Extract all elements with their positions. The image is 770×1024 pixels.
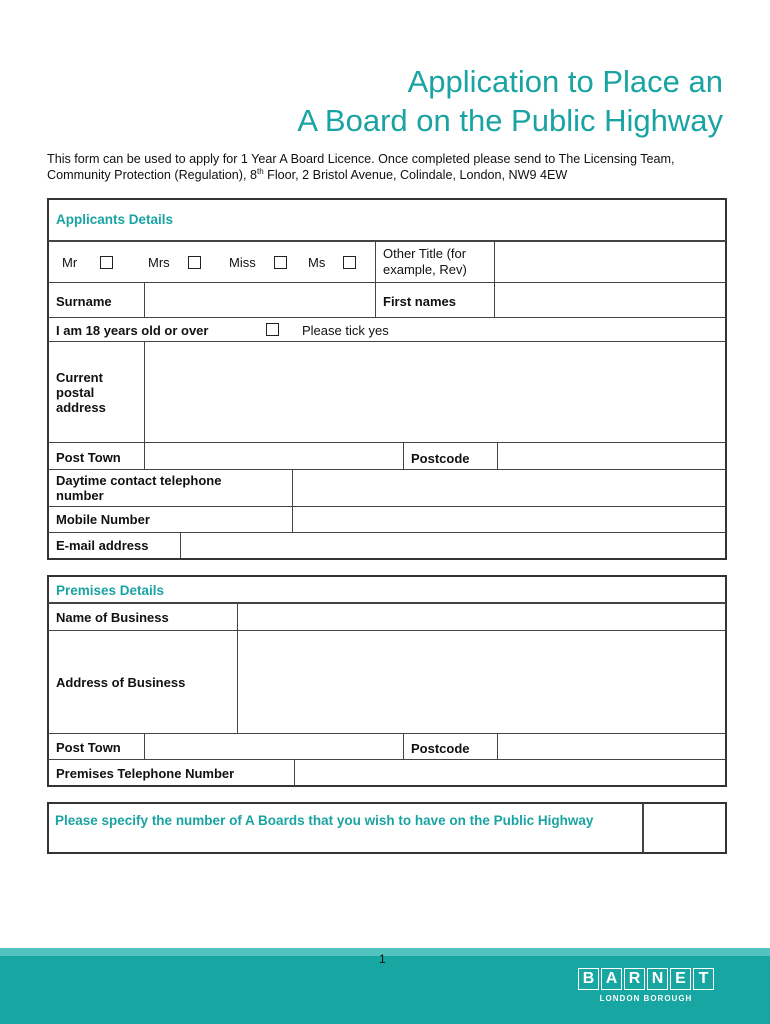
- email-field[interactable]: [181, 533, 726, 558]
- postcode-field[interactable]: [498, 443, 726, 469]
- premises-postcode-label: Postcode: [411, 741, 470, 756]
- postal-address-field[interactable]: [145, 342, 726, 442]
- title-option-mr: Mr: [62, 255, 78, 270]
- age-label: I am 18 years old or over: [56, 323, 209, 338]
- barnet-logo: [578, 968, 718, 1010]
- divider: [403, 733, 404, 759]
- age-tick-label: Please tick yes: [302, 323, 389, 338]
- title-option-mrs: Mrs: [148, 255, 170, 270]
- first-names-field[interactable]: [495, 283, 726, 317]
- logo-letter: N: [647, 968, 668, 990]
- postal-address-label: Current postal address: [56, 370, 106, 415]
- business-name-field[interactable]: [238, 604, 726, 630]
- premises-post-town-field[interactable]: [145, 734, 403, 759]
- title-ms-checkbox[interactable]: [343, 256, 356, 269]
- title-mrs-checkbox[interactable]: [188, 256, 201, 269]
- divider: [403, 442, 404, 469]
- post-town-field[interactable]: [145, 443, 403, 469]
- boards-question: Please specify the number of A Boards that you wish to have on the Public Highway: [55, 813, 594, 828]
- title-option-miss: Miss: [229, 255, 256, 270]
- divider: [48, 317, 726, 318]
- business-address-field[interactable]: [238, 631, 726, 733]
- logo-letter: R: [624, 968, 645, 990]
- business-address-label: Address of Business: [56, 675, 186, 690]
- mobile-field[interactable]: [293, 507, 726, 532]
- mobile-label: Mobile Number: [56, 512, 150, 527]
- other-title-field[interactable]: [495, 242, 726, 282]
- premises-post-town-label: Post Town: [56, 740, 121, 755]
- surname-field[interactable]: [145, 283, 375, 317]
- logo-letter: A: [601, 968, 622, 990]
- postcode-label: Postcode: [411, 451, 470, 466]
- logo-letter: B: [578, 968, 599, 990]
- logo-letter: E: [670, 968, 691, 990]
- premises-phone-label: Premises Telephone Number: [56, 766, 235, 781]
- intro-text-part1: This form can be used to apply for 1 Year A Board Licence. Once completed please send to The Licensing Team, Community Protection (Regulation), 8: [47, 152, 675, 182]
- logo-letter: T: [693, 968, 714, 990]
- page-number: 1: [379, 952, 386, 966]
- premises-postcode-field[interactable]: [498, 734, 726, 759]
- age-confirm-checkbox[interactable]: [266, 323, 279, 336]
- form-title-line1: Application to Place an: [407, 64, 723, 99]
- applicants-section-title: Applicants Details: [56, 212, 174, 227]
- divider: [375, 282, 376, 317]
- daytime-phone-label: Daytime contact telephone number: [56, 473, 222, 503]
- post-town-label: Post Town: [56, 450, 121, 465]
- title-option-ms: Ms: [308, 255, 326, 270]
- title-mr-checkbox[interactable]: [100, 256, 113, 269]
- logo-letters: [578, 968, 718, 990]
- other-title-label: Other Title (for example, Rev): [383, 246, 467, 277]
- boards-count-field[interactable]: [644, 804, 725, 852]
- title-miss-checkbox[interactable]: [274, 256, 287, 269]
- surname-label: Surname: [56, 294, 112, 309]
- intro-sup: th: [257, 166, 264, 176]
- divider: [375, 241, 376, 282]
- email-label: E-mail address: [56, 538, 149, 553]
- form-title-line2: A Board on the Public Highway: [297, 103, 723, 138]
- premises-section-title: Premises Details: [56, 583, 165, 598]
- form-title: [123, 62, 723, 140]
- business-name-label: Name of Business: [56, 610, 169, 625]
- daytime-phone-field[interactable]: [293, 470, 726, 506]
- first-names-label: First names: [383, 294, 456, 309]
- premises-phone-field[interactable]: [295, 760, 726, 786]
- logo-subtitle: LONDON BOROUGH: [599, 994, 693, 1003]
- intro-text-part2: Floor, 2 Bristol Avenue, Colindale, London, NW9 4EW: [263, 168, 568, 182]
- intro-text: [47, 151, 737, 183]
